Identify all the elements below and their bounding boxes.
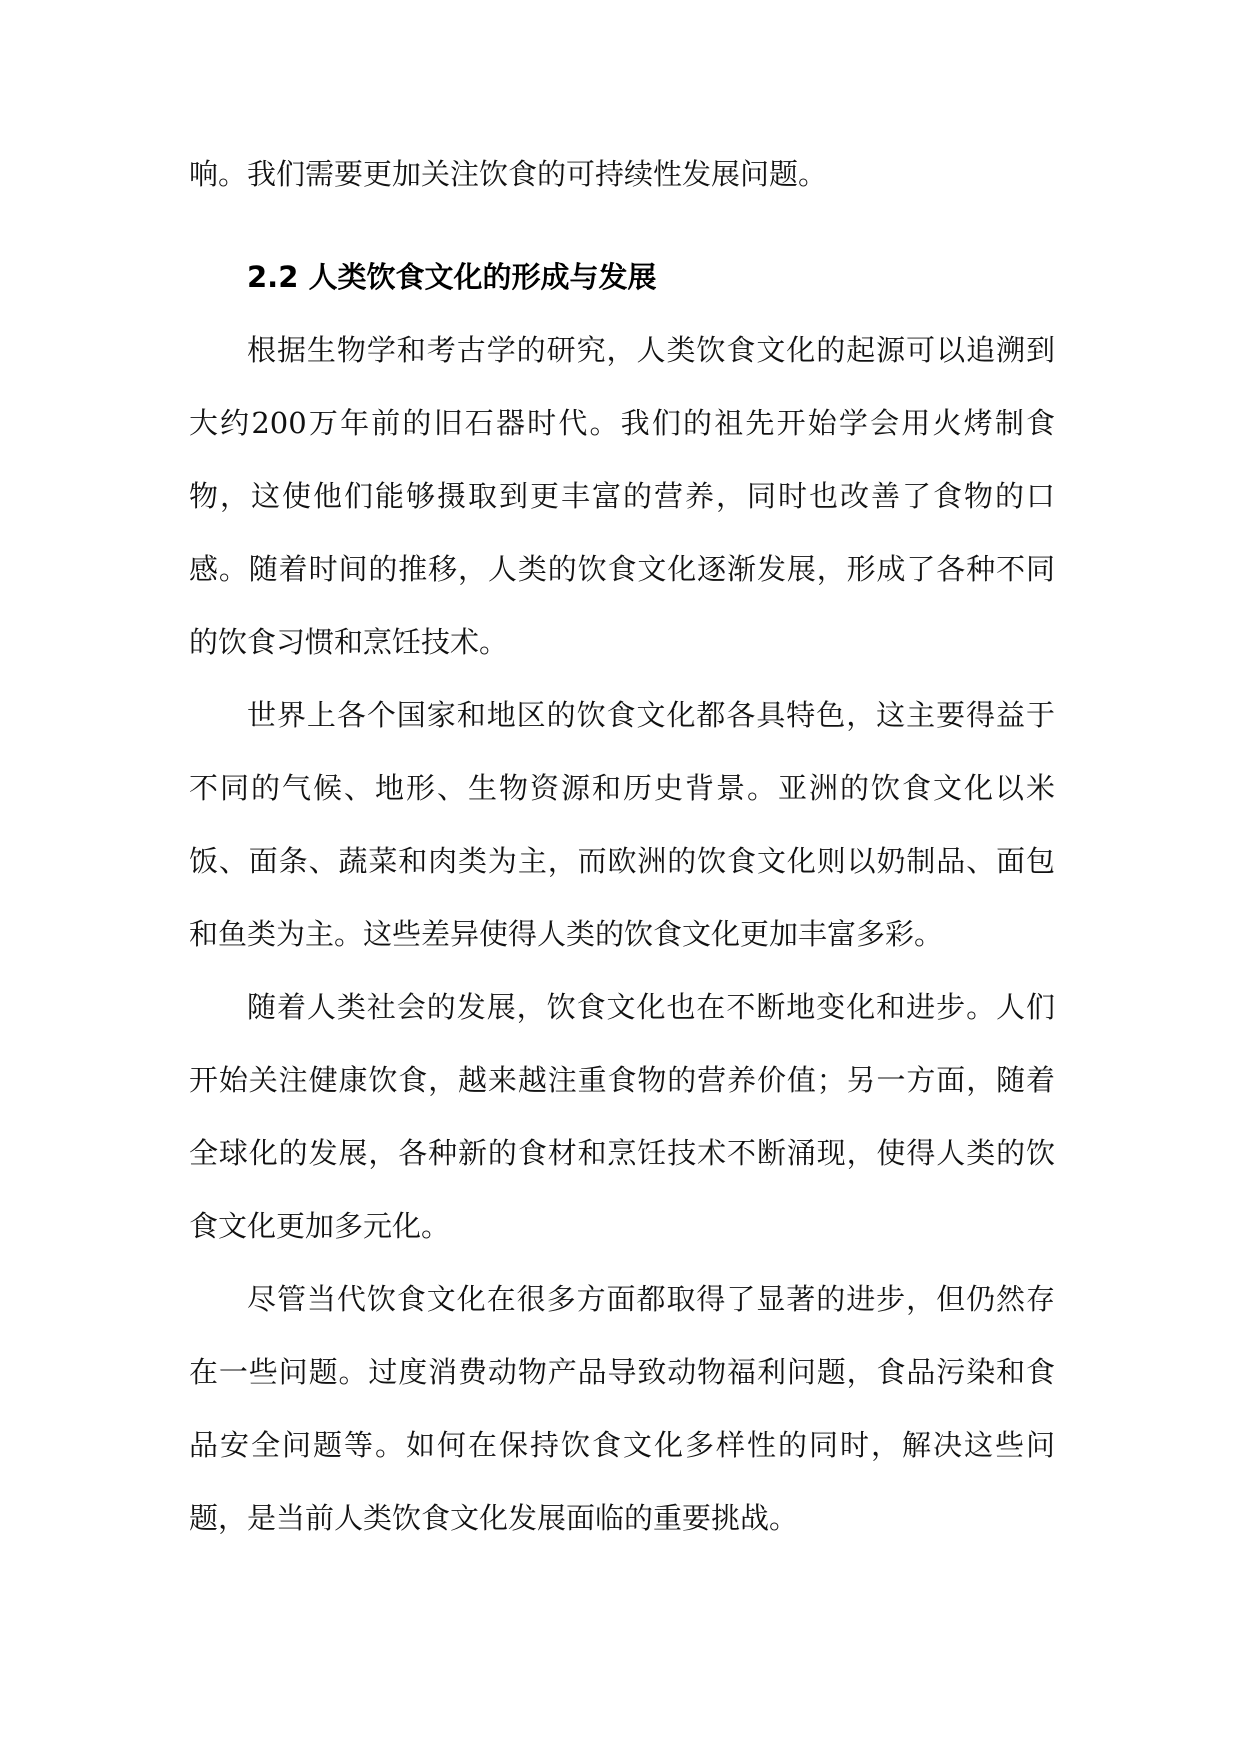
body-paragraph-4: 尽管当代饮食文化在很多方面都取得了显著的进步，但仍然存在一些问题。过度消费动物产品导致动物福利问题，食品污染和食品安全问题等。如何在保持饮食文化多样性的同时，解决这些问题，是当前人类饮食文化发展面临的重要挑战。	[189, 1282, 1055, 1535]
body-paragraph-1: 根据生物学和考古学的研究，人类饮食文化的起源可以追溯到大约200万年前的旧石器时代。我们的祖先开始学会用火烤制食物，这使他们能够摄取到更丰富的营养，同时也改善了食物的口感。随着时间的推移，人类的饮食文化逐渐发展，形成了各种不同的饮食习惯和烹饪技术。	[189, 333, 1055, 659]
continuation-paragraph: 响。我们需要更加关注饮食的可持续性发展问题。	[189, 157, 828, 191]
section-heading: 2.2 人类饮食文化的形成与发展	[247, 260, 657, 294]
body-paragraph-2: 世界上各个国家和地区的饮食文化都各具特色，这主要得益于不同的气候、地形、生物资源和历史背景。亚洲的饮食文化以米饭、面条、蔬菜和肉类为主，而欧洲的饮食文化则以奶制品、面包和鱼类为主。这些差异使得人类的饮食文化更加丰富多彩。	[189, 698, 1055, 951]
body-paragraph-3: 随着人类社会的发展，饮食文化也在不断地变化和进步。人们开始关注健康饮食，越来越注重食物的营养价值；另一方面，随着全球化的发展，各种新的食材和烹饪技术不断涌现，使得人类的饮食文化更加多元化。	[189, 990, 1055, 1243]
page-content	[189, 138, 1055, 1555]
